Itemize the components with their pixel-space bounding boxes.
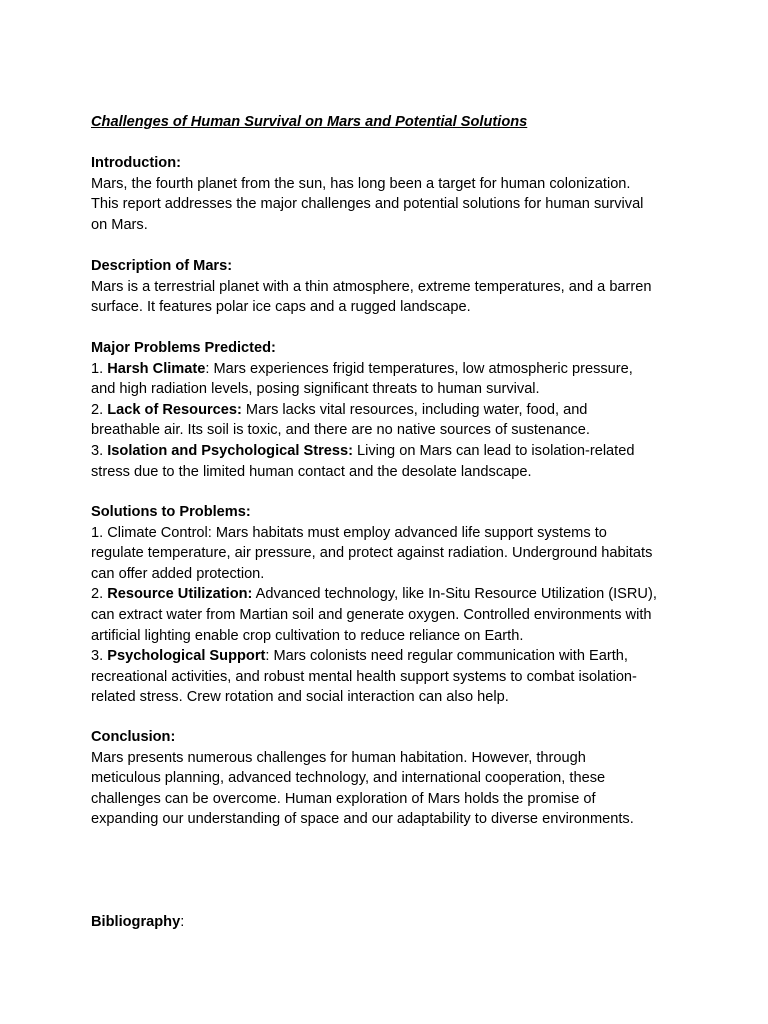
solution-text-continuation: artificial lighting enable crop cultivation to reduce reliance on Earth. <box>91 627 524 644</box>
problem-text-continuation: stress due to the limited human contact and the desolate landscape. <box>91 463 532 480</box>
solution-text: : Mars colonists need regular communication with Earth, <box>265 648 628 665</box>
conclusion-line: meticulous planning, advanced technology, and international cooperation, these <box>91 770 606 787</box>
conclusion-section <box>91 727 691 830</box>
solution-text-continuation: recreational activities, and robust mental health support systems to combat isolation- <box>91 668 637 685</box>
solutions-heading: Solutions to Problems: <box>91 504 251 520</box>
problem-text-continuation: and high radiation levels, posing significant threats to human survival. <box>91 381 540 398</box>
problem-text: Living on Mars can lead to isolation-related <box>352 442 635 459</box>
conclusion-line: Mars presents numerous challenges for human habitation. However, through <box>91 749 586 766</box>
solution-label: Resource Utilization: <box>107 586 253 603</box>
introduction-line: on Mars. <box>91 216 148 233</box>
problem-number: 1. <box>91 360 108 377</box>
bibliography-section <box>91 912 691 933</box>
problem-label: Harsh Climate <box>107 360 206 377</box>
introduction-line: This report addresses the major challenges and potential solutions for human survival <box>91 196 644 213</box>
document-title: Challenges of Human Survival on Mars and Potential Solutions <box>91 114 528 130</box>
problem-label: Lack of Resources: <box>107 401 242 418</box>
problem-text: Mars lacks vital resources, including water, food, and <box>241 401 588 418</box>
solution-item-resource-utilization <box>91 584 691 605</box>
bibliography-heading <box>91 912 691 933</box>
problem-text-continuation: breathable air. Its soil is toxic, and there are no native sources of sustenance. <box>91 422 590 439</box>
bibliography-colon: : <box>180 914 185 930</box>
solution-text: Advanced technology, like In-Situ Resource Utilization (ISRU), <box>252 586 657 603</box>
problem-label: Isolation and Psychological Stress: <box>107 442 353 459</box>
solution-text-continuation: related stress. Crew rotation and social interaction can also help. <box>91 689 509 706</box>
solution-number: 2. <box>91 586 108 603</box>
solution-item-climate-control: 1. Climate Control: Mars habitats must employ advanced life support systems to <box>91 524 607 541</box>
conclusion-line: challenges can be overcome. Human exploration of Mars holds the promise of <box>91 790 596 807</box>
introduction-line: Mars, the fourth planet from the sun, has long been a target for human colonization. <box>91 175 631 192</box>
problem-item-harsh-climate <box>91 359 691 380</box>
solution-text-continuation: regulate temperature, air pressure, and protect against radiation. Underground habitats <box>91 545 653 562</box>
problem-text: : Mars experiences frigid temperatures, low atmospheric pressure, <box>205 360 633 377</box>
description-section <box>91 256 691 318</box>
solution-text-continuation: can offer added protection. <box>91 565 265 582</box>
introduction-section <box>91 153 691 235</box>
solution-item-psychological-support <box>91 646 691 667</box>
problems-section <box>91 338 691 482</box>
description-line: Mars is a terrestrial planet with a thin atmosphere, extreme temperatures, and a barren <box>91 278 652 295</box>
problem-item-lack-of-resources <box>91 400 691 421</box>
bibliography-label: Bibliography <box>91 914 181 930</box>
description-heading: Description of Mars: <box>91 258 233 274</box>
description-line: surface. It features polar ice caps and a rugged landscape. <box>91 299 471 316</box>
solutions-section <box>91 502 691 708</box>
solution-number: 3. <box>91 648 108 665</box>
introduction-heading: Introduction: <box>91 155 181 171</box>
conclusion-line: expanding our understanding of space and our adaptability to diverse environments. <box>91 811 634 828</box>
problem-number: 3. <box>91 442 108 459</box>
solution-text-continuation: can extract water from Martian soil and generate oxygen. Controlled environments with <box>91 606 652 623</box>
conclusion-heading: Conclusion: <box>91 729 176 745</box>
problem-number: 2. <box>91 401 108 418</box>
problem-item-isolation-stress <box>91 441 691 462</box>
solution-label: Psychological Support <box>107 648 266 665</box>
problems-heading: Major Problems Predicted: <box>91 340 276 356</box>
